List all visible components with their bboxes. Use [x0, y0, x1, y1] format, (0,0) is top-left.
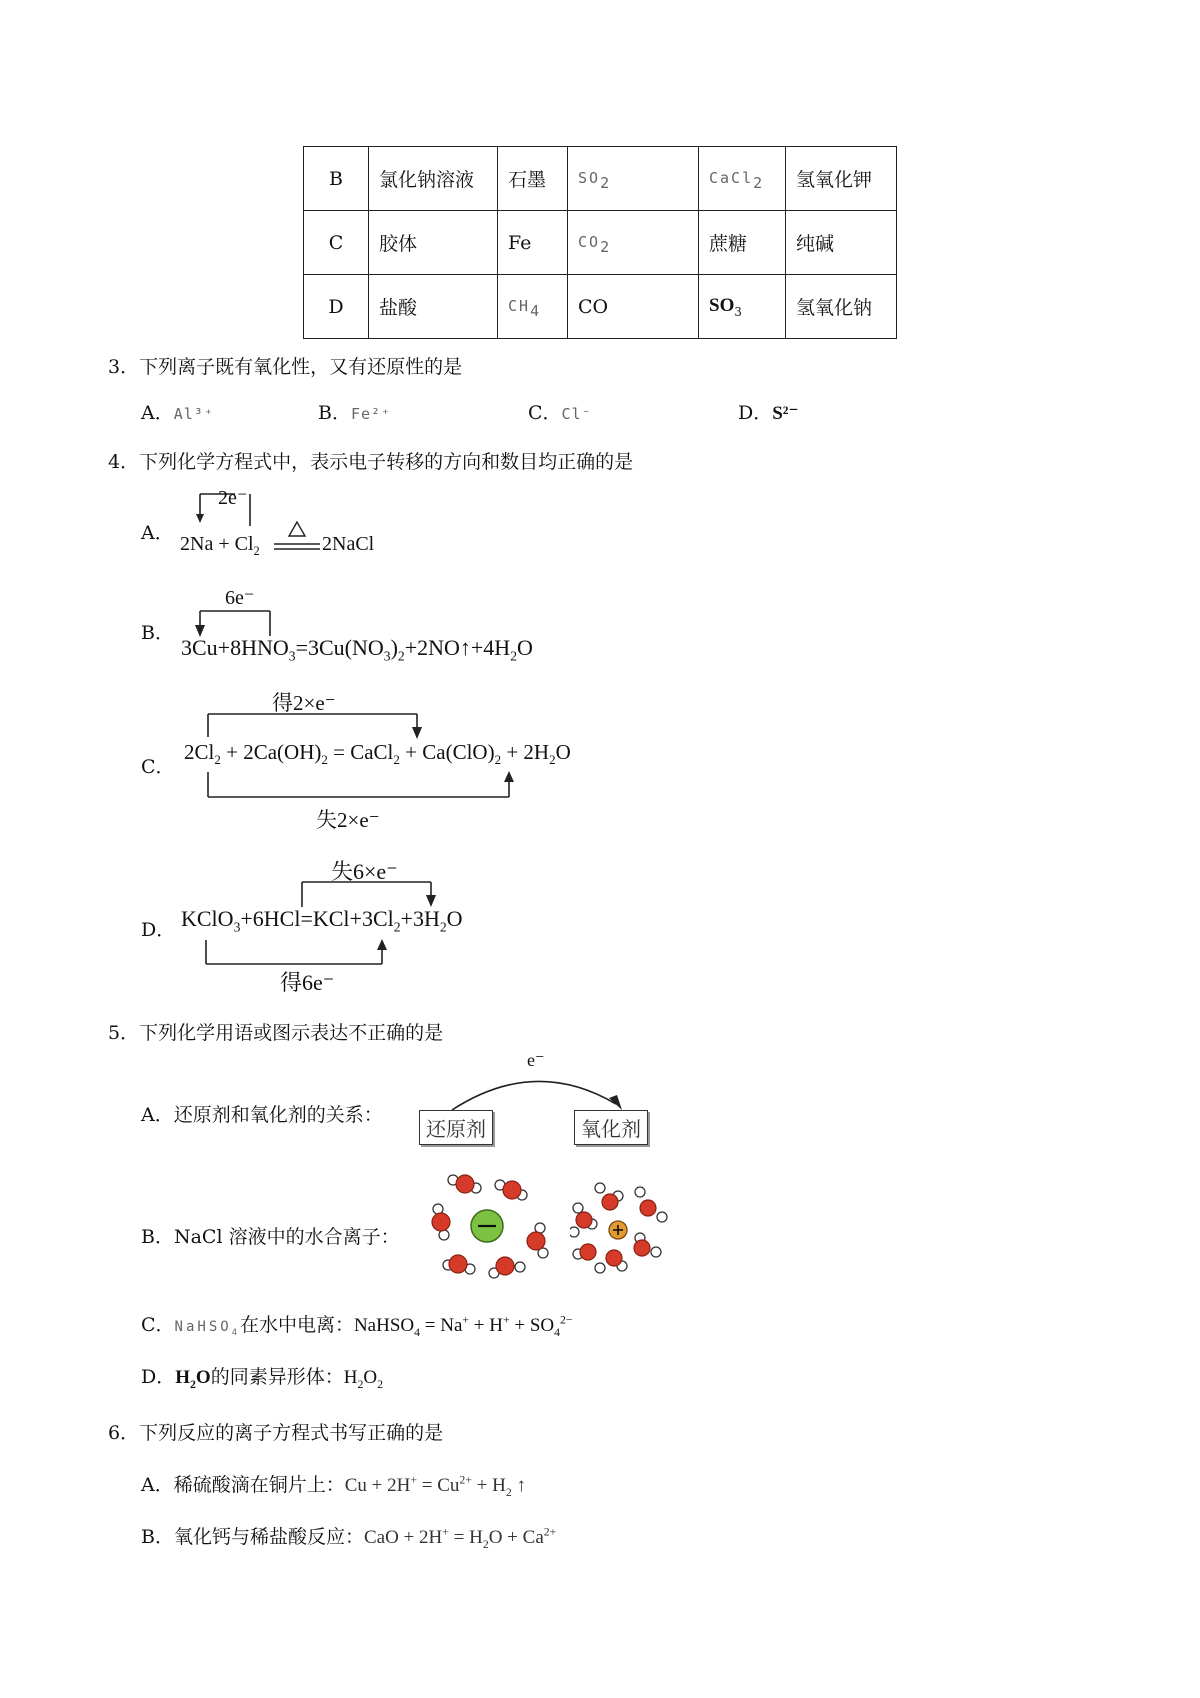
- q4b-equation: $3Cu+8HNO_3=3Cu(NO_3)_2+2NO↑+4H_2O$: [181, 635, 533, 664]
- question-3-stem: 3．下列离子既有氧化性，又有还原性的是: [108, 356, 463, 378]
- table-cell: 胶体: [369, 211, 498, 275]
- table-cell: 盐酸: [369, 275, 498, 339]
- table-cell: C: [304, 211, 369, 275]
- question-5-stem: 5．下列化学用语或图示表达不正确的是: [108, 1022, 444, 1044]
- q6-option-a: A．稀硫酸滴在铜片上：$Cu + 2H^+ = Cu^{2+} + H_2$ ↑: [141, 1473, 526, 1499]
- table-cell: 纯碱: [786, 211, 897, 275]
- q4d-equation: $KClO_3+6HCl=KCl+3Cl_2+3H_2O$: [181, 906, 463, 935]
- q4d-gain-label: 得6e⁻: [280, 970, 335, 995]
- q5b-hydrated-anion: [430, 1173, 552, 1281]
- q3-option-a: A．Al³⁺: [141, 402, 214, 424]
- q4-label-a: A．: [141, 522, 174, 544]
- q5-option-c: C．NaHSO$_4$在水中电离：NaHSO$_4$ = $Na^+ + H^+ + SO_4^{2-}$: [141, 1313, 573, 1339]
- table-cell: Fe: [498, 211, 568, 275]
- q5-option-b: B．NaCl 溶液中的水合离子：: [141, 1226, 400, 1248]
- q4d-loss-label: 失6×e⁻: [331, 859, 398, 884]
- table-cell: 蔗糖: [699, 211, 786, 275]
- question-6-stem: 6．下列反应的离子方程式书写正确的是: [108, 1422, 444, 1444]
- question-4-stem: 4．下列化学方程式中，表示电子转移的方向和数目均正确的是: [108, 451, 634, 473]
- table-cell: $CO_2$: [568, 211, 699, 275]
- q4a-equation: $2Na + Cl_2$: [180, 533, 260, 558]
- classification-table: [303, 146, 897, 339]
- q4c-gain-arrow: [200, 710, 430, 740]
- q5a-oxidizer-box: 氧化剂: [574, 1110, 648, 1145]
- q4c-equation: $2Cl_2 + 2Ca(OH)_2$ = CaCl$_2$ + $Ca(ClO)_2 + 2H_2O$: [184, 740, 571, 768]
- q4c-loss-arrow: [200, 770, 520, 802]
- q3-option-c: C．Cl⁻: [528, 402, 592, 424]
- q4c-gain-label: 得2×e⁻: [272, 691, 336, 715]
- q5a-reducer-box: 还原剂: [419, 1110, 493, 1145]
- table-cell: CaCl$_2$: [699, 147, 786, 211]
- q6-option-b: B．氧化钙与稀盐酸反应：CaO + $2H^+ = H_2O + Ca^{2+}$: [141, 1525, 557, 1551]
- table-row: [304, 211, 897, 275]
- table-cell: $CH_4$: [498, 275, 568, 339]
- table-cell: $SO_3$: [699, 275, 786, 339]
- q4b-electron-label: 6e⁻: [225, 587, 255, 609]
- q5a-electron-label: e⁻: [527, 1050, 545, 1070]
- q4c-loss-label: 失2×e⁻: [316, 808, 380, 832]
- q5-option-d: D．$H_2O$的同素异形体：$H_2O_2$: [141, 1366, 383, 1391]
- table-cell: 氯化钠溶液: [369, 147, 498, 211]
- q4b-transfer-arrow: [188, 608, 278, 638]
- q4-label-b: B．: [141, 622, 174, 644]
- table-cell: B: [304, 147, 369, 211]
- q4-label-c: C．: [141, 756, 175, 778]
- table-cell: 氢氧化钠: [786, 275, 897, 339]
- table-row: [304, 147, 897, 211]
- q4a-electron-label: 2e⁻: [218, 487, 248, 509]
- q5-option-a: A．还原剂和氧化剂的关系：: [141, 1104, 383, 1126]
- q3-option-b: B．Fe²⁺: [318, 402, 392, 424]
- table-cell: 氢氧化钾: [786, 147, 897, 211]
- table-row: [304, 275, 897, 339]
- q4a-vertical-line: [248, 490, 260, 530]
- table-cell: D: [304, 275, 369, 339]
- q4a-product: 2NaCl: [322, 533, 375, 555]
- table-cell: CO: [568, 275, 699, 339]
- q3-option-d: D．S²⁻: [738, 402, 799, 424]
- table-cell: 石墨: [498, 147, 568, 211]
- q4-label-d: D．: [141, 919, 176, 941]
- table-cell: $SO_2$: [568, 147, 699, 211]
- q5b-hydrated-cation: [570, 1180, 670, 1278]
- q4a-heat-equals-sign: [272, 520, 322, 558]
